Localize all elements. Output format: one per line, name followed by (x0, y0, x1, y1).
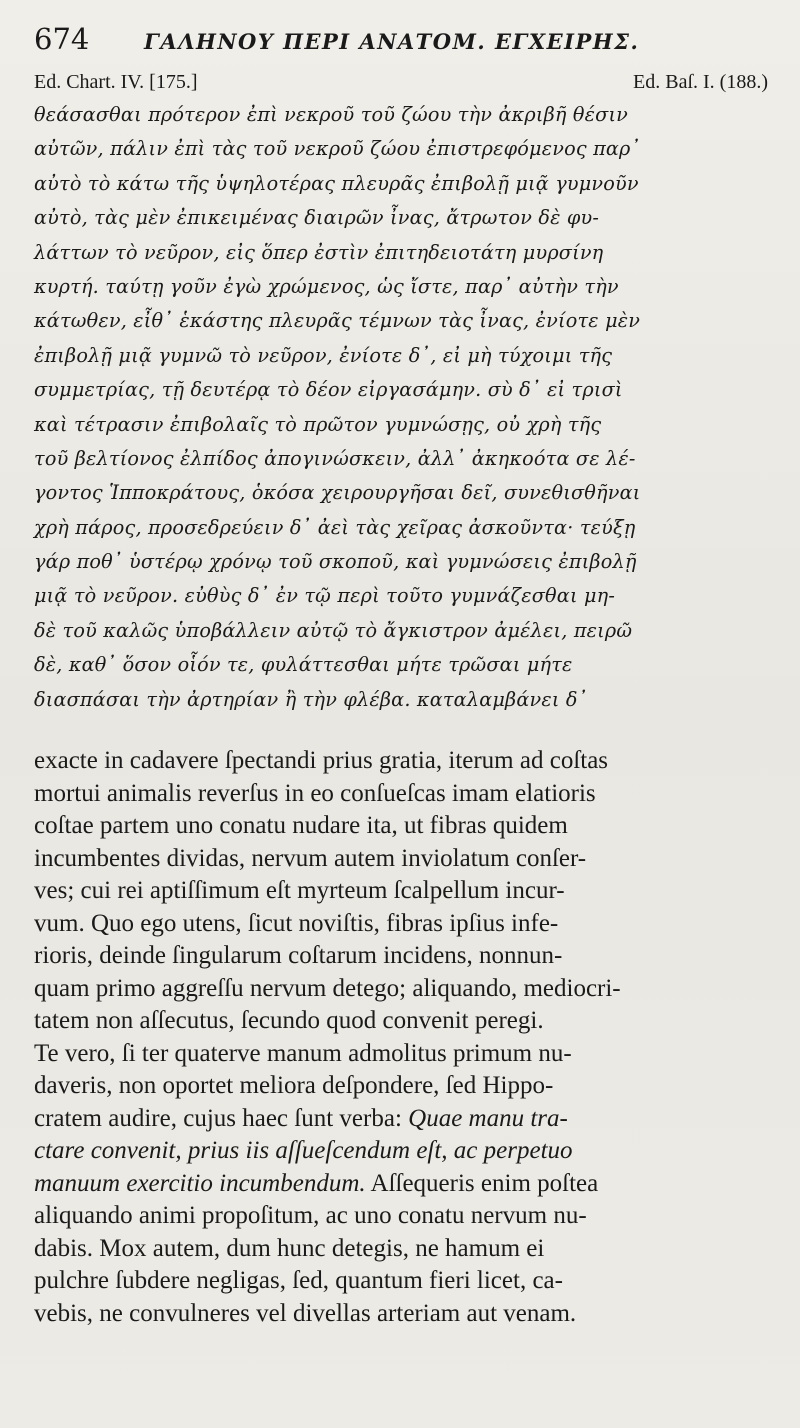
latin-text-line (34, 810, 770, 843)
greek-text-line: συμμετρίας, τῇ δευτέρᾳ τὸ δέον εἰργασάμην. σὺ δ᾽ εἰ τρισὶ (34, 378, 623, 402)
latin-roman-text: vum. Quo ego utens, ſicut noviſtis, fibras ipſius infe- (34, 909, 559, 937)
greek-text-line: κάτωθεν, εἶθ᾽ ἑκάστης πλευρᾶς τέμνων τὰς ἶνας, ἐνίοτε μὲν (34, 309, 641, 333)
running-head: ΓΑΛΗΝΟΥ ΠΕΡΙ ΑΝΑΤΟΜ. ΕΓΧΕΙΡΗΣ. (144, 29, 640, 54)
latin-text-line (34, 1005, 770, 1038)
latin-roman-text: aliquando animi propoſitum, ac uno conatu nervum nu- (34, 1202, 587, 1230)
greek-text-line: αὐτὸ τὸ κάτω τῆς ὑψηλοτέρας πλευρᾶς ἐπιβολῇ μιᾷ γυμνοῦν (34, 171, 639, 195)
greek-text-line: ἐπιβολῇ μιᾷ γυμνῶ τὸ νεῦρον, ἐνίοτε δ᾽, εἰ μὴ τύχοιμι τῆς (34, 343, 613, 367)
greek-text-line: δὲ, καθ᾽ ὅσον οἷόν τε, φυλάττεσθαι μήτε τρῶσαι μήτε (34, 653, 573, 677)
greek-text-line: λάττων τὸ νεῦρον, εἰς ὅπερ ἐστὶν ἐπιτηδειοτάτη μυρσίνη (34, 240, 604, 264)
latin-roman-text: rioris, deinde ſingularum coſtarum incidens, nonnun- (34, 942, 563, 970)
greek-text-line: μιᾷ τὸ νεῦρον. εὐθὺς δ᾽ ἐν τῷ περὶ τοῦτο γυμνάζεσθαι μη- (34, 584, 616, 608)
latin-text-line (34, 1265, 770, 1298)
greek-text-line: γοντος Ἱπποκράτους, ὁκόσα χειρουργῆσαι δεῖ, συνεθισθῆναι (34, 481, 641, 505)
edition-basel: Ed. Baſ. I. (188.) (633, 71, 768, 93)
edition-references (34, 66, 768, 98)
latin-roman-text: mortui animalis reverſus in eo conſueſcas imam elatioris (34, 779, 596, 807)
latin-roman-text: exacte in cadavere ſpectandi prius gratia, iterum ad coſtas (34, 747, 609, 775)
greek-text-line: τοῦ βελτίονος ἐλπίδος ἀπογινώσκειν, ἀλλ᾽ ἀκηκοότα σε λέ- (34, 446, 636, 470)
greek-text-line: θεάσασθαι πρότερον ἐπὶ νεκροῦ τοῦ ζώου τὴν ἀκριβῆ θέσιν (34, 103, 629, 126)
latin-quotation-italic: ctare convenit, prius iis aſſueſcendum eſt, ac perpetuo (34, 1137, 573, 1165)
greek-text-line: γάρ ποθ᾽ ὑστέρῳ χρόνῳ τοῦ σκοποῦ, καὶ γυμνώσεις ἐπιβολῇ (34, 550, 637, 574)
greek-text-line: καὶ τέτρασιν ἐπιβολαῖς τὸ πρῶτον γυμνώσῃς, οὐ χρὴ τῆς (34, 412, 602, 436)
greek-text-line: χρὴ πάρος, προσεδρεύειν δ᾽ ἀεὶ τὰς χεῖρας ἀσκοῦντα· τεύξῃ (34, 515, 636, 539)
latin-roman-text: vebis, ne convulneres vel divellas arteriam aut venam. (34, 1299, 577, 1327)
latin-text-line (34, 1103, 770, 1136)
edition-chartier: Ed. Chart. IV. [175.] (34, 71, 198, 93)
latin-text-line (34, 875, 770, 908)
latin-text-line (34, 1233, 770, 1266)
latin-text-line (34, 1070, 770, 1103)
latin-text-line (34, 940, 770, 973)
latin-text-line (34, 1135, 770, 1168)
latin-roman-text: cratem audire, cujus haec ſunt verba: (34, 1104, 409, 1132)
latin-roman-text: daveris, non oportet meliora deſpondere, ſed Hippo- (34, 1072, 554, 1100)
page-number: 674 (34, 22, 90, 56)
latin-roman-text: tatem non aſſecutus, ſecundo quod convenit peregi. (34, 1007, 544, 1035)
latin-text-line (34, 1298, 770, 1331)
latin-roman-text: dabis. Mox autem, dum hunc detegis, ne hamum ei (34, 1234, 545, 1262)
page-header (34, 22, 770, 66)
latin-roman-text: Aſſequeris enim poſtea (365, 1169, 599, 1197)
latin-roman-text: incumbentes dividas, nervum autem inviolatum conſer- (34, 844, 587, 872)
latin-text-line (34, 745, 770, 778)
latin-text-line (34, 843, 770, 876)
greek-text (34, 98, 770, 717)
latin-roman-text: coſtae partem uno conatu nudare ita, ut fibras quidem (34, 812, 568, 840)
latin-roman-text: ves; cui rei aptiſſimum eſt myrteum ſcalpellum incur- (34, 877, 565, 905)
latin-text-line (34, 1168, 770, 1201)
greek-text-line: διασπάσαι τὴν ἀρτηρίαν ἢ τὴν φλέβα. καταλαμβάνει δ᾽ (34, 687, 588, 711)
latin-roman-text: pulchre ſubdere negligas, ſed, quantum fieri licet, ca- (34, 1267, 563, 1295)
greek-text-line: κυρτή. ταύτῃ γοῦν ἐγὼ χρώμενος, ὡς ἴστε, παρ᾽ αὐτὴν τὴν (34, 274, 619, 298)
greek-text-line: δὲ τοῦ καλῶς ὑποβάλλειν αὐτῷ τὸ ἄγκιστρον ἀμέλει, πειρῶ (34, 618, 633, 642)
latin-roman-text: quam primo aggreſſu nervum detego; aliquando, mediocri- (34, 974, 621, 1002)
latin-roman-text: Te vero, ſi ter quaterve manum admolitus primum nu- (34, 1039, 572, 1067)
greek-text-line: αὐτῶν, πάλιν ἐπὶ τὰς τοῦ νεκροῦ ζώου ἐπιστρεφόμενος παρ᾽ (34, 137, 641, 161)
latin-text-line (34, 1200, 770, 1233)
latin-text-line (34, 778, 770, 811)
latin-text-line (34, 973, 770, 1006)
greek-text-line: αὐτὸ, τὰς μὲν ἐπικειμένας διαιρῶν ἶνας, ἄτρωτον δὲ φυ- (34, 206, 600, 230)
latin-text-line (34, 908, 770, 941)
latin-translation (34, 745, 770, 1330)
latin-quotation-italic: manuum exercitio incumbendum. (34, 1169, 366, 1197)
latin-text-line (34, 1038, 770, 1071)
latin-quotation-italic: Quae manu tra- (408, 1104, 568, 1132)
